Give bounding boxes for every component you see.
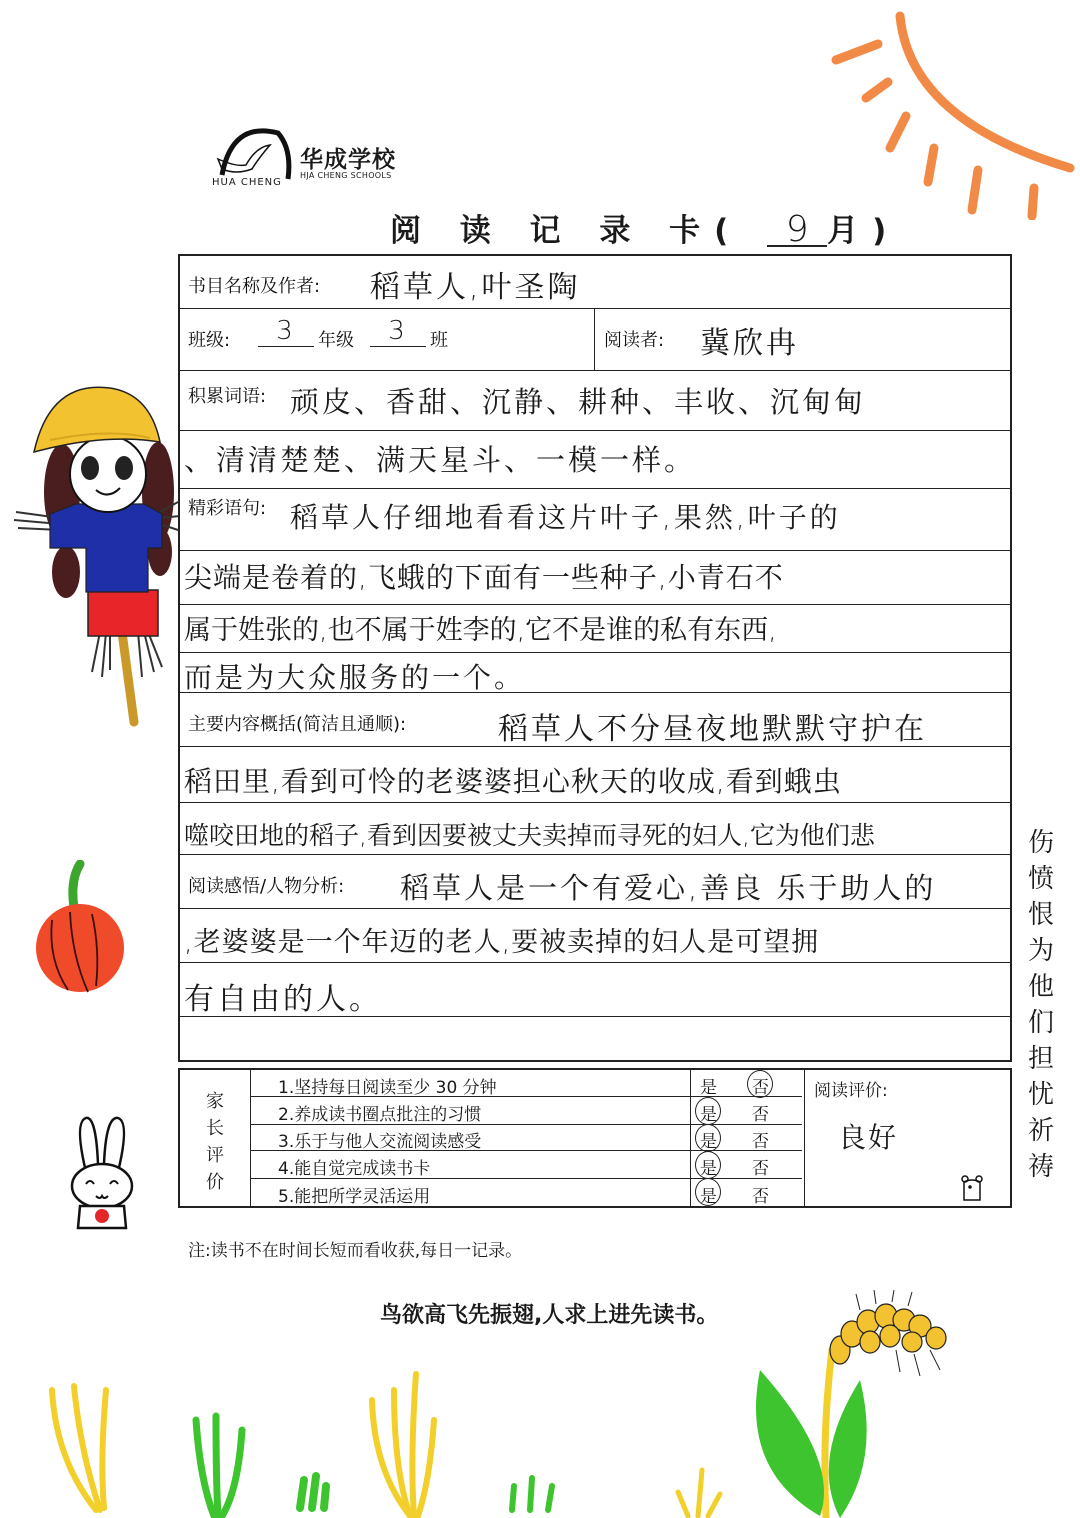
reading-record-form	[178, 254, 1012, 1062]
margin-char: 祷	[1027, 1152, 1056, 1182]
title-label: 阅 读 记 录 卡	[390, 213, 715, 249]
bear-doodle-icon	[960, 1174, 984, 1204]
grade-field[interactable]: 3	[258, 316, 314, 347]
class-field[interactable]: 3	[370, 316, 426, 347]
class-label: 班级:	[188, 330, 231, 351]
margin-char: 他	[1027, 972, 1056, 1002]
selected-circle-no	[747, 1070, 773, 1098]
summary-line[interactable]: 稻草人不分昼夜地默默守护在	[498, 712, 927, 747]
footer-note: 注:读书不在时间长短而看收获,每日一记录。	[188, 1241, 523, 1261]
selected-circle-yes	[695, 1097, 721, 1125]
selected-circle-yes	[695, 1124, 721, 1152]
bunny-drawing-icon	[60, 1112, 144, 1236]
reading-eval-label: 阅读评价:	[814, 1081, 888, 1101]
eval-item-text: 5.能把所学灵活运用	[278, 1187, 431, 1207]
margin-char: 忧	[1027, 1080, 1056, 1110]
logo-initials: HUA CHENG	[212, 177, 282, 188]
summary-line[interactable]: 噬咬田地的稻子,看到因要被丈夫卖掉而寻死的妇人,它为他们悲	[184, 821, 875, 850]
book-value[interactable]: 稻草人,叶圣陶	[370, 270, 581, 305]
vocabulary-label: 积累词语:	[188, 386, 267, 407]
reflection-line[interactable]: 有自由的人。	[184, 982, 382, 1017]
vocabulary-line[interactable]: 、清清楚楚、满天星斗、一模一样。	[184, 443, 697, 477]
side-char: 评	[206, 1145, 224, 1166]
grade-label: 年级	[318, 330, 354, 351]
margin-char: 伤	[1027, 828, 1056, 858]
reflection-line[interactable]: ,老婆婆是一个年迈的老人,要被卖掉的妇人是可望拥	[184, 927, 820, 958]
sentence-line[interactable]: 尖端是卷着的,飞蛾的下面有一些种子,小青石不	[184, 561, 784, 594]
margin-note	[1020, 825, 1064, 1185]
eval-item-text: 2.养成读书圈点批注的习惯	[278, 1105, 482, 1125]
parent-eval-side-label	[202, 1088, 228, 1196]
side-char: 价	[206, 1172, 224, 1193]
no-option[interactable]: 否	[752, 1187, 769, 1207]
reader-label: 阅读者:	[604, 330, 665, 351]
reader-value[interactable]: 冀欣冉	[700, 326, 799, 361]
no-option[interactable]: 否	[752, 1132, 769, 1152]
side-char: 家	[206, 1091, 224, 1112]
selected-circle-yes	[695, 1178, 721, 1206]
book-label: 书目名称及作者:	[188, 276, 321, 297]
title-paren: (	[714, 213, 743, 249]
no-option[interactable]: 否	[752, 1078, 769, 1098]
month-field[interactable]: 9	[767, 215, 827, 247]
eval-item-text: 4.能自觉完成读书卡	[278, 1159, 431, 1179]
yes-option[interactable]: 是	[700, 1132, 717, 1152]
reflection-line[interactable]: 稻草人是一个有爱心,善良 乐于助人的	[400, 871, 937, 905]
yes-option[interactable]: 是	[700, 1105, 717, 1125]
yes-option[interactable]: 是	[700, 1078, 717, 1098]
summary-line[interactable]: 稻田里,看到可怜的老婆婆担心秋天的收成,看到蛾虫	[184, 765, 842, 798]
reflection-label: 阅读感悟/人物分析:	[188, 876, 345, 897]
class-unit-label: 班	[430, 330, 448, 351]
margin-char: 担	[1027, 1044, 1056, 1074]
yes-option[interactable]: 是	[700, 1159, 717, 1179]
motto: 鸟欲高飞先振翅,人求上进先读书。	[380, 1303, 719, 1328]
margin-char: 祈	[1027, 1116, 1056, 1146]
sentence-line[interactable]: 稻草人仔细地看看这片叶子,果然,叶子的	[290, 501, 841, 534]
no-option[interactable]: 否	[752, 1159, 769, 1179]
school-name-en: HJA CHENG SCHOOLS	[300, 171, 392, 180]
page-title	[390, 205, 900, 250]
yes-option[interactable]: 是	[700, 1187, 717, 1207]
selected-circle-yes	[695, 1151, 721, 1179]
grass-rice-drawing-icon	[0, 1290, 1080, 1518]
sentence-line[interactable]: 属于姓张的,也不属于姓李的,它不是谁的私有东西,	[184, 615, 777, 646]
no-option[interactable]: 否	[752, 1105, 769, 1125]
margin-char: 愤	[1027, 864, 1056, 894]
vocabulary-line[interactable]: 顽皮、香甜、沉静、耕种、丰收、沉甸甸	[290, 385, 867, 419]
tomato-drawing-icon	[30, 860, 130, 1000]
summary-label: 主要内容概括(简洁且通顺):	[188, 714, 407, 735]
margin-char: 为	[1027, 936, 1056, 966]
side-char: 长	[206, 1118, 224, 1139]
sun-drawing-icon	[800, 0, 1080, 220]
month-suffix: 月)	[827, 213, 901, 249]
school-name-cn: 华成学校	[300, 147, 396, 173]
sentence-line[interactable]: 而是为大众服务的一个。	[184, 661, 526, 694]
eval-item-text: 3.乐于与他人交流阅读感受	[278, 1132, 482, 1152]
sentences-label: 精彩语句:	[188, 498, 267, 519]
margin-char: 们	[1027, 1008, 1056, 1038]
reading-eval-value[interactable]: 良好	[838, 1121, 899, 1154]
eval-item-text: 1.坚持每日阅读至少 30 分钟	[278, 1078, 497, 1098]
parent-evaluation-table	[178, 1068, 1012, 1208]
scarecrow-girl-drawing-icon	[10, 382, 180, 732]
margin-char: 恨	[1027, 900, 1056, 930]
school-logo	[212, 125, 412, 195]
